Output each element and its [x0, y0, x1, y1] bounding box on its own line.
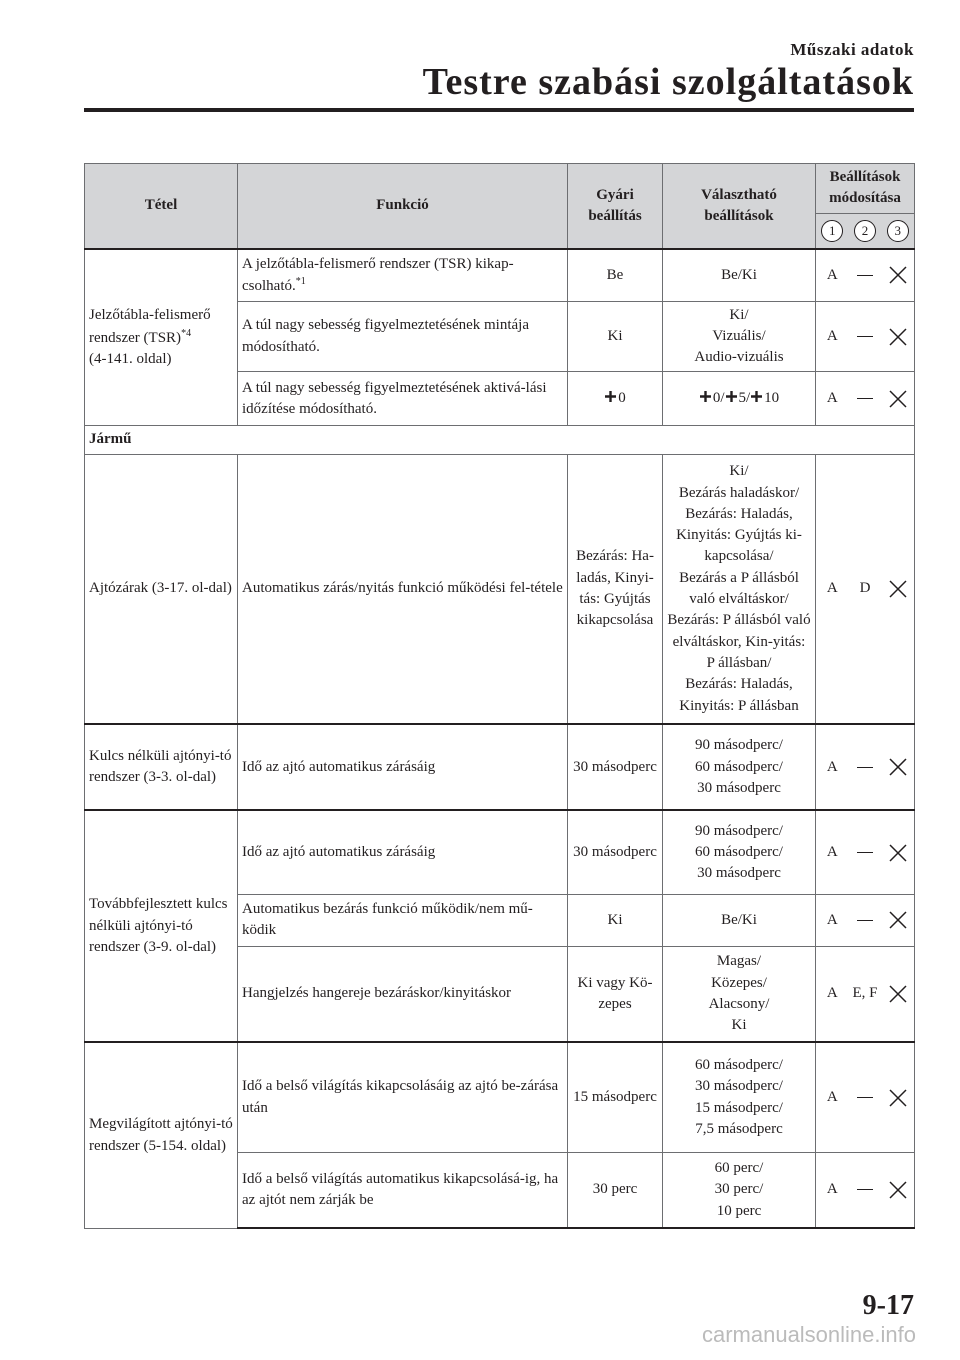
selectable-value: Magas/ Közepes/ Alacsony/ Ki: [663, 946, 816, 1042]
func-text: A túl nagy sebesség figyelmeztetésének mintája módosítható.: [238, 301, 568, 372]
x-mark-icon: [887, 264, 909, 286]
method-1-value: A: [816, 724, 849, 810]
func-text: Idő az ajtó automatikus zárásáig: [238, 724, 568, 810]
x-mark-icon: [887, 578, 909, 600]
selectable-value: Be/Ki: [663, 249, 816, 301]
method-3-badge: 3: [882, 213, 915, 249]
method-1-value: A: [816, 1152, 849, 1228]
func-text: Idő a belső világítás kikapcsolásáig az ajtó be-zárása után: [238, 1042, 568, 1152]
x-mark-icon: [887, 326, 909, 348]
table-row: [85, 1042, 915, 1152]
dash-icon: [857, 1097, 873, 1098]
x-mark-icon: [887, 1087, 909, 1109]
method-2-badge: 2: [849, 213, 882, 249]
page-number: 9-17: [862, 1290, 914, 1321]
table-row: [85, 454, 915, 724]
plus-icon: [750, 390, 763, 403]
x-mark-icon: [887, 842, 909, 864]
plus-icon: [725, 390, 738, 403]
factory-value: Ki: [568, 894, 663, 946]
factory-value: Be: [568, 249, 663, 301]
selectable-value: 0/ 5/ 10: [663, 372, 816, 426]
func-text: A jelzőtábla-felismerő rendszer (TSR) kikap-csolható.$^{*1}$: [238, 249, 568, 301]
item-advanced-keyless: Továbbfejlesztett kulcs nélküli ajtónyi-tó rendszer (3-9. ol-dal): [85, 810, 238, 1042]
method-1-value: A: [816, 249, 849, 301]
header-rule: [84, 108, 914, 112]
selectable-value: 90 másodperc/ 60 másodperc/ 30 másodperc: [663, 810, 816, 894]
method-1-value: A: [816, 301, 849, 372]
item-tsr: Jelzőtábla-felismerő rendszer (TSR)$^{*4}$ (4-141. oldal): [85, 249, 238, 426]
item-keyless-entry: Kulcs nélküli ajtónyi-tó rendszer (3-3. ol-dal): [85, 724, 238, 810]
item-door-locks: Ajtózárak (3-17. ol-dal): [85, 454, 238, 724]
item-illuminated-entry: Megvilágított ajtónyi-tó rendszer (5-154. oldal): [85, 1042, 238, 1228]
func-text: Idő a belső világítás automatikus kikapcsolásá-ig, ha az ajtót nem zárják be: [238, 1152, 568, 1228]
factory-value: 30 másodperc: [568, 724, 663, 810]
selectable-value: Ki/ Vizuális/ Audio-vizuális: [663, 301, 816, 372]
x-mark-icon: [887, 1179, 909, 1201]
table-row: [85, 724, 915, 810]
factory-value: 30 perc: [568, 1152, 663, 1228]
dash-icon: [857, 852, 873, 853]
header-factory: Gyári beállítás: [568, 164, 663, 250]
method-1-value: A: [816, 894, 849, 946]
func-text: Automatikus zárás/nyitás funkció működési fel-tétele: [238, 454, 568, 724]
x-mark-icon: [887, 388, 909, 410]
selectable-value: 60 perc/ 30 perc/ 10 perc: [663, 1152, 816, 1228]
header-selectable: Választható beállítások: [663, 164, 816, 250]
dash-icon: [857, 398, 873, 399]
method-1-value: A: [816, 454, 849, 724]
dash-icon: [857, 767, 873, 768]
factory-value: 30 másodperc: [568, 810, 663, 894]
watermark: carmanualsonline.info: [701, 1322, 916, 1347]
func-text: Hangjelzés hangereje bezáráskor/kinyitáskor: [238, 946, 568, 1042]
method-1-value: A: [816, 946, 849, 1042]
factory-value: 0: [568, 372, 663, 426]
dash-icon: [857, 275, 873, 276]
method-1-badge: 1: [816, 213, 849, 249]
table-row: [85, 249, 915, 301]
x-mark-icon: [887, 909, 909, 931]
factory-value: 15 másodperc: [568, 1042, 663, 1152]
func-text: Automatikus bezárás funkció működik/nem mű-ködik: [238, 894, 568, 946]
selectable-value: 60 másodperc/ 30 másodperc/ 15 másodperc/ 7,5 másodperc: [663, 1042, 816, 1152]
method-1-value: A: [816, 810, 849, 894]
x-mark-icon: [887, 983, 909, 1005]
method-2-value: D: [849, 454, 882, 724]
selectable-value: Ki/ Bezárás haladáskor/ Bezárás: Haladás, Kinyitás: Gyújtás ki-kapcsolása/ Bezárás a P állásból való elváltáskor/ Bezárás: P állásból való elváltáskor, Kin-yitás: P állásban/ Bezárás: Haladás, Kinyitás: P állásban: [663, 454, 816, 724]
factory-value: Ki: [568, 301, 663, 372]
plus-icon: [604, 390, 617, 403]
func-text: A túl nagy sebesség figyelmeztetésének aktivá-lási időzítése módosítható.: [238, 372, 568, 426]
section-label: Műszaki adatok: [790, 40, 914, 59]
factory-value: Ki vagy Kö-zepes: [568, 946, 663, 1042]
header-function: Funkció: [238, 164, 568, 250]
factory-value: Bezárás: Ha-ladás, Kinyi-tás: Gyújtás kikapcsolása: [568, 454, 663, 724]
method-2-value: E, F: [849, 946, 882, 1042]
plus-icon: [699, 390, 712, 403]
selectable-value: 90 másodperc/ 60 másodperc/ 30 másodperc: [663, 724, 816, 810]
table-row: [85, 810, 915, 894]
func-text: Idő az ajtó automatikus zárásáig: [238, 810, 568, 894]
customization-table: [84, 163, 915, 1229]
x-mark-icon: [887, 756, 909, 778]
header-modify: Beállítások módosítása: [816, 164, 915, 214]
dash-icon: [857, 1189, 873, 1190]
method-1-value: A: [816, 372, 849, 426]
method-1-value: A: [816, 1042, 849, 1152]
section-row: [85, 426, 915, 454]
selectable-value: Be/Ki: [663, 894, 816, 946]
section-vehicle: Jármű: [85, 426, 915, 454]
dash-icon: [857, 920, 873, 921]
page-title: Testre szabási szolgáltatások: [422, 61, 914, 103]
header-item: Tétel: [85, 164, 238, 250]
dash-icon: [857, 336, 873, 337]
